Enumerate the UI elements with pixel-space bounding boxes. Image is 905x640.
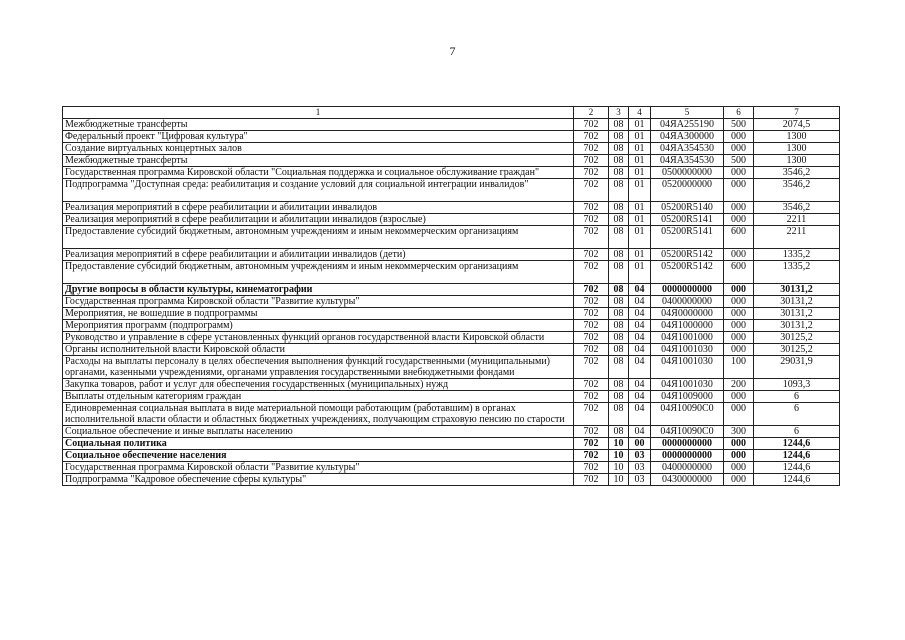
cell-subsection: 04 xyxy=(629,391,651,403)
cell-name: Государственная программа Кировской области "Социальная поддержка и социальное обслуживание граждан" xyxy=(63,167,574,179)
cell-amount: 1244,6 xyxy=(754,474,840,486)
cell-target-article: 05200R5142 xyxy=(651,249,724,261)
table-row xyxy=(63,344,840,356)
cell-section: 08 xyxy=(609,356,629,379)
cell-name: Мероприятия программ (подпрограмм) xyxy=(63,320,574,332)
cell-target-article: 0500000000 xyxy=(651,167,724,179)
cell-name: Реализация мероприятий в сфере реабилитации и абилитации инвалидов xyxy=(63,202,574,214)
cell-name: Межбюджетные трансферты xyxy=(63,155,574,167)
cell-target-article: 04Я10090С0 xyxy=(651,426,724,438)
cell-expense-type: 500 xyxy=(724,155,754,167)
cell-subsection: 03 xyxy=(629,450,651,462)
cell-subsection: 03 xyxy=(629,462,651,474)
cell-subsection: 03 xyxy=(629,474,651,486)
cell-amount: 1335,2 xyxy=(754,249,840,261)
cell-subsection: 01 xyxy=(629,249,651,261)
cell-subsection: 01 xyxy=(629,261,651,284)
table-row xyxy=(63,308,840,320)
cell-name: Предоставление субсидий бюджетным, автономным учреждениям и иным некоммерческим организациям xyxy=(63,261,574,284)
table-row xyxy=(63,462,840,474)
table-row xyxy=(63,202,840,214)
cell-subsection: 01 xyxy=(629,155,651,167)
cell-amount: 6 xyxy=(754,403,840,426)
cell-section: 08 xyxy=(609,284,629,296)
cell-department: 702 xyxy=(574,356,609,379)
cell-section: 08 xyxy=(609,344,629,356)
cell-target-article: 04Я1000000 xyxy=(651,320,724,332)
cell-section: 08 xyxy=(609,179,629,202)
cell-section: 08 xyxy=(609,308,629,320)
cell-expense-type: 000 xyxy=(724,214,754,226)
column-header: 5 xyxy=(651,107,724,119)
cell-name: Другие вопросы в области культуры, кинематографии xyxy=(63,284,574,296)
table-row xyxy=(63,143,840,155)
cell-department: 702 xyxy=(574,320,609,332)
table-row xyxy=(63,131,840,143)
cell-name: Федеральный проект "Цифровая культура" xyxy=(63,131,574,143)
cell-target-article: 05200R5140 xyxy=(651,202,724,214)
cell-target-article: 05200R5141 xyxy=(651,226,724,249)
cell-amount: 1300 xyxy=(754,143,840,155)
cell-expense-type: 000 xyxy=(724,320,754,332)
cell-name: Расходы на выплаты персоналу в целях обеспечения выполнения функций государственными (муниципальными) органами, казенными учреждениями, органами управления государственными внебюджетными фондами xyxy=(63,356,574,379)
cell-expense-type: 000 xyxy=(724,462,754,474)
cell-target-article: 04Я1001000 xyxy=(651,332,724,344)
cell-department: 702 xyxy=(574,131,609,143)
cell-department: 702 xyxy=(574,249,609,261)
cell-name: Мероприятия, не вошедшие в подпрограммы xyxy=(63,308,574,320)
cell-expense-type: 000 xyxy=(724,403,754,426)
cell-subsection: 01 xyxy=(629,131,651,143)
table-row xyxy=(63,167,840,179)
cell-section: 08 xyxy=(609,296,629,308)
column-header: 3 xyxy=(609,107,629,119)
cell-section: 08 xyxy=(609,379,629,391)
cell-expense-type: 000 xyxy=(724,450,754,462)
cell-expense-type: 000 xyxy=(724,131,754,143)
column-header: 1 xyxy=(63,107,574,119)
cell-subsection: 01 xyxy=(629,226,651,249)
cell-target-article: 04ЯА255190 xyxy=(651,119,724,131)
cell-section: 08 xyxy=(609,131,629,143)
cell-name: Социальное обеспечение населения xyxy=(63,450,574,462)
cell-amount: 30131,2 xyxy=(754,296,840,308)
cell-name: Выплаты отдельным категориям граждан xyxy=(63,391,574,403)
cell-section: 08 xyxy=(609,226,629,249)
cell-section: 08 xyxy=(609,320,629,332)
cell-section: 08 xyxy=(609,261,629,284)
cell-department: 702 xyxy=(574,474,609,486)
cell-amount: 30131,2 xyxy=(754,320,840,332)
cell-subsection: 01 xyxy=(629,119,651,131)
column-header: 4 xyxy=(629,107,651,119)
table-row xyxy=(63,155,840,167)
table-row xyxy=(63,474,840,486)
cell-target-article: 04Я1001030 xyxy=(651,356,724,379)
cell-amount: 6 xyxy=(754,391,840,403)
cell-department: 702 xyxy=(574,426,609,438)
cell-expense-type: 100 xyxy=(724,356,754,379)
cell-amount: 30131,2 xyxy=(754,284,840,296)
cell-department: 702 xyxy=(574,296,609,308)
cell-name: Государственная программа Кировской области "Развитие культуры" xyxy=(63,462,574,474)
table-row xyxy=(63,320,840,332)
cell-department: 702 xyxy=(574,379,609,391)
cell-target-article: 04ЯА300000 xyxy=(651,131,724,143)
cell-department: 702 xyxy=(574,438,609,450)
cell-department: 702 xyxy=(574,450,609,462)
table-row xyxy=(63,226,840,249)
cell-target-article: 0400000000 xyxy=(651,462,724,474)
cell-section: 08 xyxy=(609,167,629,179)
cell-department: 702 xyxy=(574,462,609,474)
cell-target-article: 0520000000 xyxy=(651,179,724,202)
column-header: 7 xyxy=(754,107,840,119)
cell-section: 08 xyxy=(609,214,629,226)
table-row xyxy=(63,261,840,284)
cell-name: Создание виртуальных концертных залов xyxy=(63,143,574,155)
cell-name: Руководство и управление в сфере установленных функций органов государственной власти Кировской области xyxy=(63,332,574,344)
cell-subsection: 04 xyxy=(629,344,651,356)
column-header: 6 xyxy=(724,107,754,119)
cell-amount: 6 xyxy=(754,426,840,438)
cell-department: 702 xyxy=(574,391,609,403)
cell-amount: 30125,2 xyxy=(754,332,840,344)
table-row xyxy=(63,356,840,379)
cell-expense-type: 000 xyxy=(724,391,754,403)
cell-amount: 3546,2 xyxy=(754,167,840,179)
cell-subsection: 01 xyxy=(629,179,651,202)
cell-subsection: 04 xyxy=(629,426,651,438)
cell-name: Социальная политика xyxy=(63,438,574,450)
cell-expense-type: 000 xyxy=(724,179,754,202)
header-row xyxy=(63,107,840,119)
cell-name: Предоставление субсидий бюджетным, автономным учреждениям и иным некоммерческим организациям xyxy=(63,226,574,249)
cell-amount: 1244,6 xyxy=(754,450,840,462)
cell-department: 702 xyxy=(574,202,609,214)
cell-target-article: 04Я10090С0 xyxy=(651,403,724,426)
cell-section: 08 xyxy=(609,391,629,403)
cell-name: Закупка товаров, работ и услуг для обеспечения государственных (муниципальных) нужд xyxy=(63,379,574,391)
cell-amount: 2211 xyxy=(754,226,840,249)
cell-subsection: 04 xyxy=(629,332,651,344)
cell-target-article: 04Я1001030 xyxy=(651,344,724,356)
cell-expense-type: 600 xyxy=(724,226,754,249)
cell-expense-type: 000 xyxy=(724,332,754,344)
cell-target-article: 05200R5141 xyxy=(651,214,724,226)
cell-expense-type: 000 xyxy=(724,249,754,261)
cell-target-article: 04Я1001030 xyxy=(651,379,724,391)
cell-name: Государственная программа Кировской области "Развитие культуры" xyxy=(63,296,574,308)
table-row xyxy=(63,426,840,438)
cell-name: Органы исполнительной власти Кировской области xyxy=(63,344,574,356)
cell-target-article: 0000000000 xyxy=(651,284,724,296)
cell-expense-type: 300 xyxy=(724,426,754,438)
cell-expense-type: 600 xyxy=(724,261,754,284)
table-row xyxy=(63,119,840,131)
cell-section: 08 xyxy=(609,403,629,426)
cell-department: 702 xyxy=(574,332,609,344)
cell-section: 10 xyxy=(609,474,629,486)
table-row xyxy=(63,249,840,261)
table-row xyxy=(63,179,840,202)
table-row xyxy=(63,296,840,308)
cell-subsection: 04 xyxy=(629,356,651,379)
table-row xyxy=(63,284,840,296)
cell-section: 10 xyxy=(609,450,629,462)
cell-section: 10 xyxy=(609,438,629,450)
cell-subsection: 01 xyxy=(629,143,651,155)
cell-department: 702 xyxy=(574,143,609,155)
cell-subsection: 01 xyxy=(629,167,651,179)
cell-amount: 1244,6 xyxy=(754,438,840,450)
cell-expense-type: 000 xyxy=(724,296,754,308)
cell-target-article: 0000000000 xyxy=(651,438,724,450)
cell-section: 08 xyxy=(609,119,629,131)
cell-expense-type: 000 xyxy=(724,143,754,155)
cell-section: 08 xyxy=(609,332,629,344)
cell-name: Подпрограмма "Доступная среда: реабилитация и создание условий для социальной интеграции инвалидов" xyxy=(63,179,574,202)
cell-target-article: 0400000000 xyxy=(651,296,724,308)
cell-amount: 3546,2 xyxy=(754,202,840,214)
cell-amount: 3546,2 xyxy=(754,179,840,202)
cell-expense-type: 000 xyxy=(724,202,754,214)
cell-subsection: 01 xyxy=(629,214,651,226)
budget-table xyxy=(62,106,840,486)
cell-department: 702 xyxy=(574,403,609,426)
cell-department: 702 xyxy=(574,226,609,249)
cell-department: 702 xyxy=(574,155,609,167)
cell-amount: 1093,3 xyxy=(754,379,840,391)
cell-section: 08 xyxy=(609,143,629,155)
cell-section: 08 xyxy=(609,426,629,438)
cell-expense-type: 000 xyxy=(724,308,754,320)
cell-department: 702 xyxy=(574,167,609,179)
cell-name: Межбюджетные трансферты xyxy=(63,119,574,131)
cell-name: Реализация мероприятий в сфере реабилитации и абилитации инвалидов (дети) xyxy=(63,249,574,261)
cell-amount: 1300 xyxy=(754,131,840,143)
cell-department: 702 xyxy=(574,344,609,356)
table-row xyxy=(63,214,840,226)
cell-expense-type: 000 xyxy=(724,438,754,450)
cell-amount: 30131,2 xyxy=(754,308,840,320)
table-row xyxy=(63,379,840,391)
column-header: 2 xyxy=(574,107,609,119)
cell-department: 702 xyxy=(574,214,609,226)
table-row xyxy=(63,391,840,403)
cell-target-article: 04Я0000000 xyxy=(651,308,724,320)
cell-target-article: 05200R5142 xyxy=(651,261,724,284)
table-row xyxy=(63,403,840,426)
cell-amount: 2211 xyxy=(754,214,840,226)
page-number: 7 xyxy=(449,44,456,58)
cell-expense-type: 200 xyxy=(724,379,754,391)
cell-name: Социальное обеспечение и иные выплаты населению xyxy=(63,426,574,438)
cell-subsection: 04 xyxy=(629,403,651,426)
cell-amount: 1244,6 xyxy=(754,462,840,474)
cell-expense-type: 000 xyxy=(724,344,754,356)
cell-department: 702 xyxy=(574,308,609,320)
cell-amount: 30125,2 xyxy=(754,344,840,356)
cell-subsection: 04 xyxy=(629,296,651,308)
cell-subsection: 04 xyxy=(629,284,651,296)
cell-amount: 2074,5 xyxy=(754,119,840,131)
cell-subsection: 04 xyxy=(629,308,651,320)
cell-name: Реализация мероприятий в сфере реабилитации и абилитации инвалидов (взрослые) xyxy=(63,214,574,226)
cell-department: 702 xyxy=(574,261,609,284)
cell-target-article: 0430000000 xyxy=(651,474,724,486)
cell-name: Единовременная социальная выплата в виде материальной помощи работающим (работавшим) в органах исполнительной власти области и областных бюджетных учреждениях, получающим страховую пенсию по старости xyxy=(63,403,574,426)
cell-department: 702 xyxy=(574,179,609,202)
cell-target-article: 04Я1009000 xyxy=(651,391,724,403)
cell-expense-type: 000 xyxy=(724,167,754,179)
cell-subsection: 04 xyxy=(629,320,651,332)
cell-subsection: 01 xyxy=(629,202,651,214)
cell-department: 702 xyxy=(574,284,609,296)
cell-expense-type: 000 xyxy=(724,284,754,296)
cell-subsection: 04 xyxy=(629,379,651,391)
cell-subsection: 00 xyxy=(629,438,651,450)
cell-amount: 1300 xyxy=(754,155,840,167)
cell-section: 10 xyxy=(609,462,629,474)
table-row xyxy=(63,438,840,450)
cell-target-article: 0000000000 xyxy=(651,450,724,462)
table-row xyxy=(63,450,840,462)
cell-name: Подпрограмма "Кадровое обеспечение сферы культуры" xyxy=(63,474,574,486)
cell-amount: 29031,9 xyxy=(754,356,840,379)
cell-expense-type: 500 xyxy=(724,119,754,131)
cell-expense-type: 000 xyxy=(724,474,754,486)
cell-section: 08 xyxy=(609,202,629,214)
cell-amount: 1335,2 xyxy=(754,261,840,284)
cell-department: 702 xyxy=(574,119,609,131)
cell-section: 08 xyxy=(609,249,629,261)
table-row xyxy=(63,332,840,344)
cell-section: 08 xyxy=(609,155,629,167)
cell-target-article: 04ЯА354530 xyxy=(651,143,724,155)
cell-target-article: 04ЯА354530 xyxy=(651,155,724,167)
